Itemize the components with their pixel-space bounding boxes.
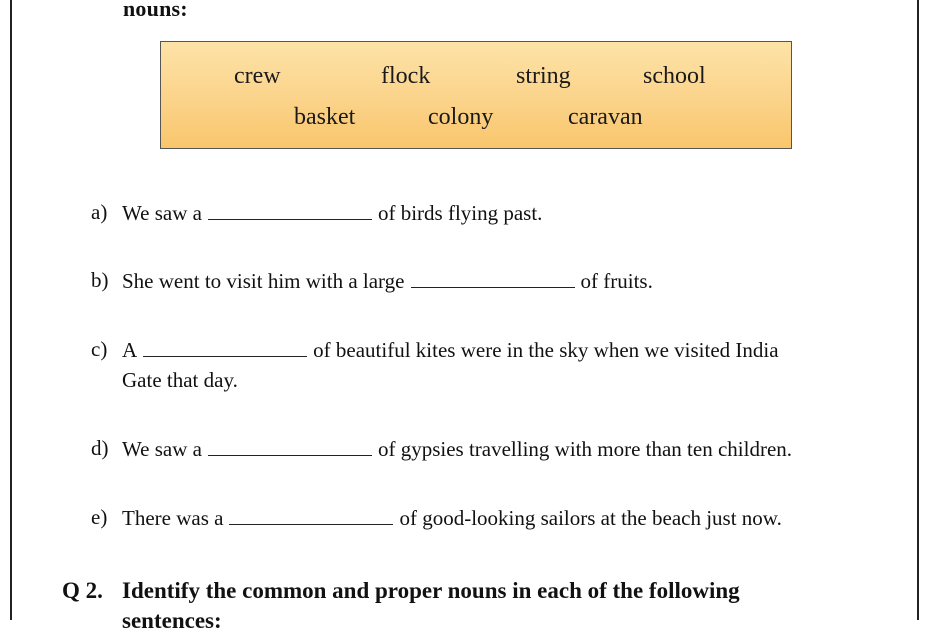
question-text-before: We saw a <box>122 437 202 461</box>
answer-blank[interactable] <box>143 334 307 357</box>
section-heading: nouns: <box>123 0 188 21</box>
question-text <box>122 502 782 533</box>
question-text-before: We saw a <box>122 201 202 225</box>
word-bank-item: flock <box>381 63 431 89</box>
answer-blank[interactable] <box>208 433 372 456</box>
question-2-continuation: sentences: <box>122 608 222 633</box>
question-label: a) <box>91 200 108 224</box>
page-border-left <box>10 0 12 620</box>
word-bank-item: string <box>516 63 571 89</box>
question-label: b) <box>91 268 109 292</box>
answer-blank[interactable] <box>229 502 393 525</box>
question-text-before: There was a <box>122 506 224 530</box>
page-border-right <box>917 0 919 620</box>
question-label: d) <box>91 436 109 460</box>
word-bank-item: colony <box>428 104 494 130</box>
question-text <box>122 334 779 365</box>
answer-blank[interactable] <box>208 197 372 220</box>
question-text <box>122 197 542 228</box>
question-label: c) <box>91 337 108 361</box>
word-bank-item: basket <box>294 104 356 130</box>
question-text-after: of good-looking sailors at the beach just now. <box>399 506 782 530</box>
question-label: e) <box>91 505 108 529</box>
question-text <box>122 265 653 296</box>
question-2-number: Q 2. <box>62 578 103 603</box>
question-text-line2: Gate that day. <box>122 368 238 392</box>
question-text-after: of beautiful kites were in the sky when we visited India <box>313 338 779 362</box>
word-bank-item: caravan <box>568 104 643 130</box>
word-bank-item: school <box>643 63 706 89</box>
question-text-before: A <box>122 338 138 362</box>
question-text <box>122 433 792 464</box>
answer-blank[interactable] <box>411 265 575 288</box>
word-bank-item: crew <box>234 63 281 89</box>
question-2-text: Identify the common and proper nouns in each of the following <box>122 578 740 603</box>
question-text-after: of fruits. <box>580 269 653 293</box>
question-text-after: of gypsies travelling with more than ten children. <box>377 437 793 461</box>
question-text-after: of birds flying past. <box>377 201 543 225</box>
word-bank-box <box>160 41 792 149</box>
question-text-before: She went to visit him with a large <box>122 269 405 293</box>
